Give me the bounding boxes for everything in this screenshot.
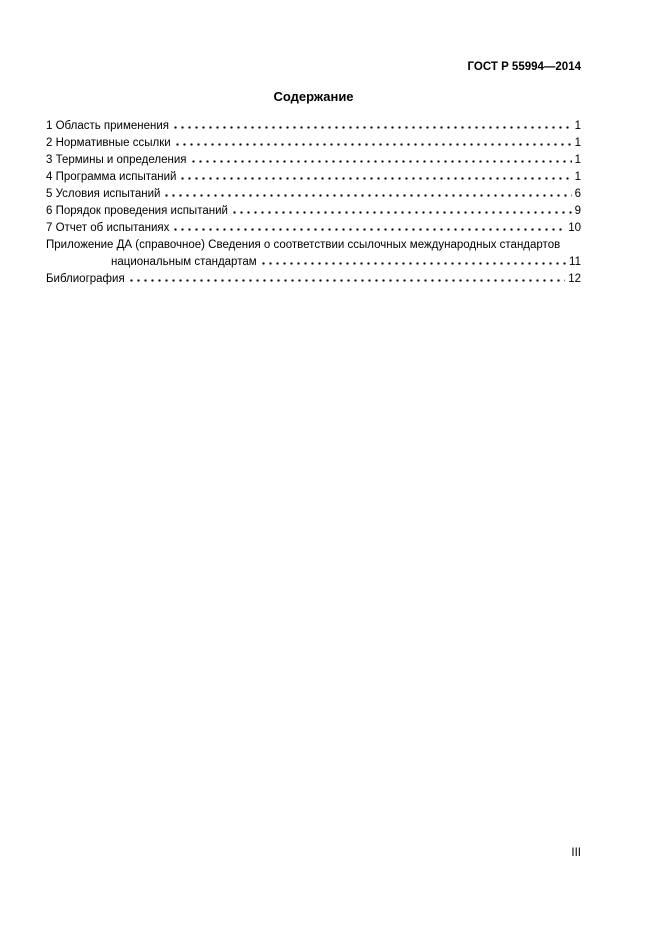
toc-appendix-line2: [46, 254, 581, 271]
toc-appendix-line1: Приложение ДА (справочное) Сведения о соответствии ссылочных международных стандартов: [46, 239, 561, 251]
toc-entry: [46, 135, 581, 152]
toc-entry-label: 4 Программа испытаний: [46, 171, 177, 183]
toc-bibliography: [46, 271, 581, 288]
toc-entry-page: 12: [568, 273, 581, 285]
dot-leader: [231, 211, 572, 214]
toc-entry: [46, 152, 581, 169]
toc-appendix-continuation: национальным стандартам: [111, 256, 257, 268]
toc-entry-page: 10: [568, 222, 581, 234]
toc-entry-label: 7 Отчет об испытаниях: [46, 222, 170, 234]
toc-entry: [46, 203, 581, 220]
toc-entry-page: 1: [574, 120, 581, 132]
table-of-contents: [46, 118, 581, 288]
dot-leader: [172, 228, 565, 231]
toc-entry-label: 1 Область применения: [46, 120, 170, 132]
toc-entry-label: 2 Нормативные ссылки: [46, 137, 171, 149]
dot-leader: [163, 194, 571, 197]
dot-leader: [128, 279, 566, 282]
toc-entry-page: 1: [574, 171, 581, 183]
dot-leader: [179, 177, 571, 180]
toc-entry-page: 9: [574, 205, 581, 217]
dot-leader: [260, 262, 566, 265]
page-footer: [571, 847, 581, 859]
toc-entry-page: 11: [569, 256, 581, 268]
dot-leader: [172, 126, 572, 129]
dot-leader: [174, 143, 572, 146]
page-number: III: [571, 847, 581, 859]
page-title: Содержание: [273, 89, 354, 104]
toc-entry-page: 1: [574, 154, 581, 166]
toc-entry: [46, 169, 581, 186]
dot-leader: [190, 160, 572, 163]
toc-entry-page: 1: [574, 137, 581, 149]
toc-entry-label: 5 Условия испытаний: [46, 188, 161, 200]
toc-entry: [46, 220, 581, 237]
toc-entry: [46, 186, 581, 203]
document-header: [46, 61, 581, 73]
toc-entry-label: 6 Порядок проведения испытаний: [46, 205, 228, 217]
toc-entry-page: 6: [574, 188, 581, 200]
standard-number: ГОСТ Р 55994—2014: [467, 61, 581, 73]
toc-entry-label: 3 Термины и определения: [46, 154, 187, 166]
toc-entry: [46, 118, 581, 135]
toc-entry-label: Библиография: [46, 273, 125, 285]
